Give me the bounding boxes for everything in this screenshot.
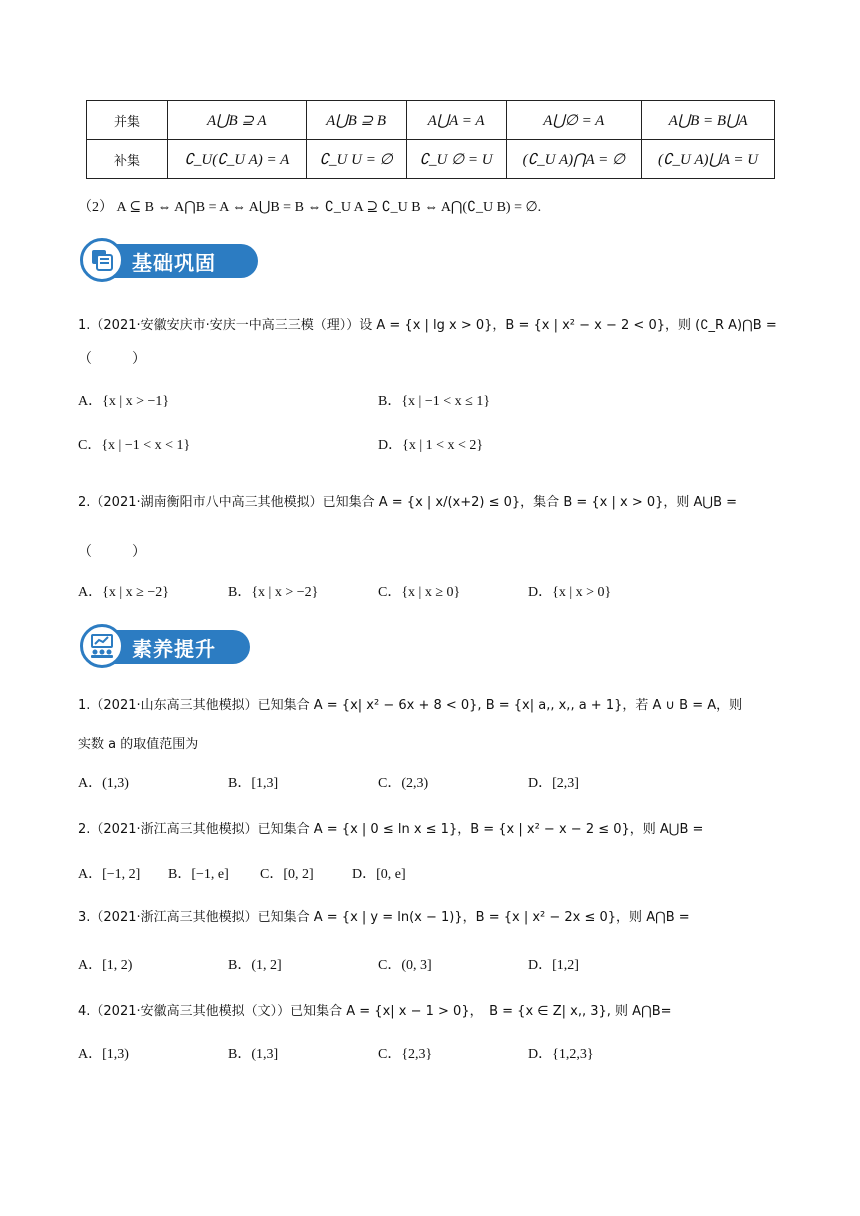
option-c: C．(0, 3] [378, 958, 432, 973]
section-banner-advanced [80, 624, 250, 670]
option-a: A．[−1, 2] [78, 867, 141, 882]
table-row [87, 140, 775, 179]
question-stem: 1.（2021·安徽安庆市·安庆一中高三三模（理））设 A = {x | lg x > 0}，B = {x | x² − x − 2 < 0}，则 (∁_R A)⋂B = [78, 318, 777, 333]
option-d: D．{1,2,3} [528, 1047, 594, 1062]
row-head: 并集 [87, 101, 168, 140]
stacked-pages-icon [80, 238, 124, 282]
banner-title: 素养提升 [132, 637, 216, 661]
option-b: B．{x | x > −2} [228, 585, 319, 600]
banner-title: 基础巩固 [132, 251, 216, 275]
question-stem: 1.（2021·山东高三其他模拟）已知集合 A = {x| x² − 6x + 8 < 0}, B = {x| a,, x,, a + 1}，若 A ∪ B = A，则 [78, 698, 743, 713]
option-d: D．[0, e] [352, 867, 406, 882]
set-operations-table [86, 100, 775, 179]
table-row [87, 101, 775, 140]
table-cell: A⋃B = B⋃A [642, 101, 775, 140]
option-b: B．[1,3] [228, 776, 279, 791]
option-a: A．(1,3) [78, 776, 129, 791]
table-cell: (∁_U A)⋂A = ∅ [506, 140, 642, 179]
option-c: C．{x | x ≥ 0} [378, 585, 461, 600]
option-d: D．{x | x > 0} [528, 585, 612, 600]
table-cell: A⋃∅ = A [506, 101, 642, 140]
table-cell: (∁_U A)⋃A = U [642, 140, 775, 179]
option-c: C．[0, 2] [260, 867, 314, 882]
answer-paren: （ ） [78, 545, 150, 560]
note-2: （2） A ⊆ B ⇔ A⋂B = A ⇔ A⋃B = B ⇔ ∁_U A ⊇ ∁_U B ⇔ A⋂(∁_U B) = ∅. [78, 200, 542, 215]
option-d: D．[1,2] [528, 958, 579, 973]
table-cell: ∁_U U = ∅ [306, 140, 406, 179]
question-stem-cont: 实数 a 的取值范围为 [78, 737, 199, 752]
table-cell: ∁_U ∅ = U [406, 140, 506, 179]
section-banner-basic [80, 238, 258, 284]
option-b: B．(1,3] [228, 1047, 279, 1062]
presentation-chart-icon [80, 624, 124, 668]
question-stem: 3.（2021·浙江高三其他模拟）已知集合 A = {x | y = ln(x − 1)}，B = {x | x² − 2x ≤ 0}，则 A⋂B = [78, 910, 690, 925]
table-cell: A⋃B ⊇ B [306, 101, 406, 140]
table-cell: A⋃A = A [406, 101, 506, 140]
question-stem: 2.（2021·湖南衡阳市八中高三其他模拟）已知集合 A = {x | x/(x+2) ≤ 0}，集合 B = {x | x > 0}，则 A⋃B = [78, 495, 738, 510]
question-stem: 4.（2021·安徽高三其他模拟（文））已知集合 A = {x| x − 1 > 0}， B = {x ∈ Z| x,, 3}, 则 A⋂B= [78, 1004, 672, 1019]
option-c: C．{2,3} [378, 1047, 433, 1062]
answer-paren: （ ） [78, 352, 150, 367]
option-c: C．{x | −1 < x < 1} [78, 438, 191, 453]
option-d: D．[2,3] [528, 776, 579, 791]
question-stem: 2.（2021·浙江高三其他模拟）已知集合 A = {x | 0 ≤ ln x ≤ 1}，B = {x | x² − x − 2 ≤ 0}，则 A⋃B = [78, 822, 704, 837]
option-b: B．(1, 2] [228, 958, 282, 973]
option-b: B．[−1, e] [168, 867, 229, 882]
option-b: B．{x | −1 < x ≤ 1} [378, 394, 491, 409]
option-a: A．{x | x > −1} [78, 394, 170, 409]
table-cell: ∁_U(∁_U A) = A [168, 140, 307, 179]
row-head: 补集 [87, 140, 168, 179]
option-d: D．{x | 1 < x < 2} [378, 438, 484, 453]
option-a: A．{x | x ≥ −2} [78, 585, 169, 600]
table-cell: A⋃B ⊇ A [168, 101, 307, 140]
option-a: A．[1, 2) [78, 958, 133, 973]
option-c: C．(2,3) [378, 776, 429, 791]
option-a: A．[1,3) [78, 1047, 129, 1062]
